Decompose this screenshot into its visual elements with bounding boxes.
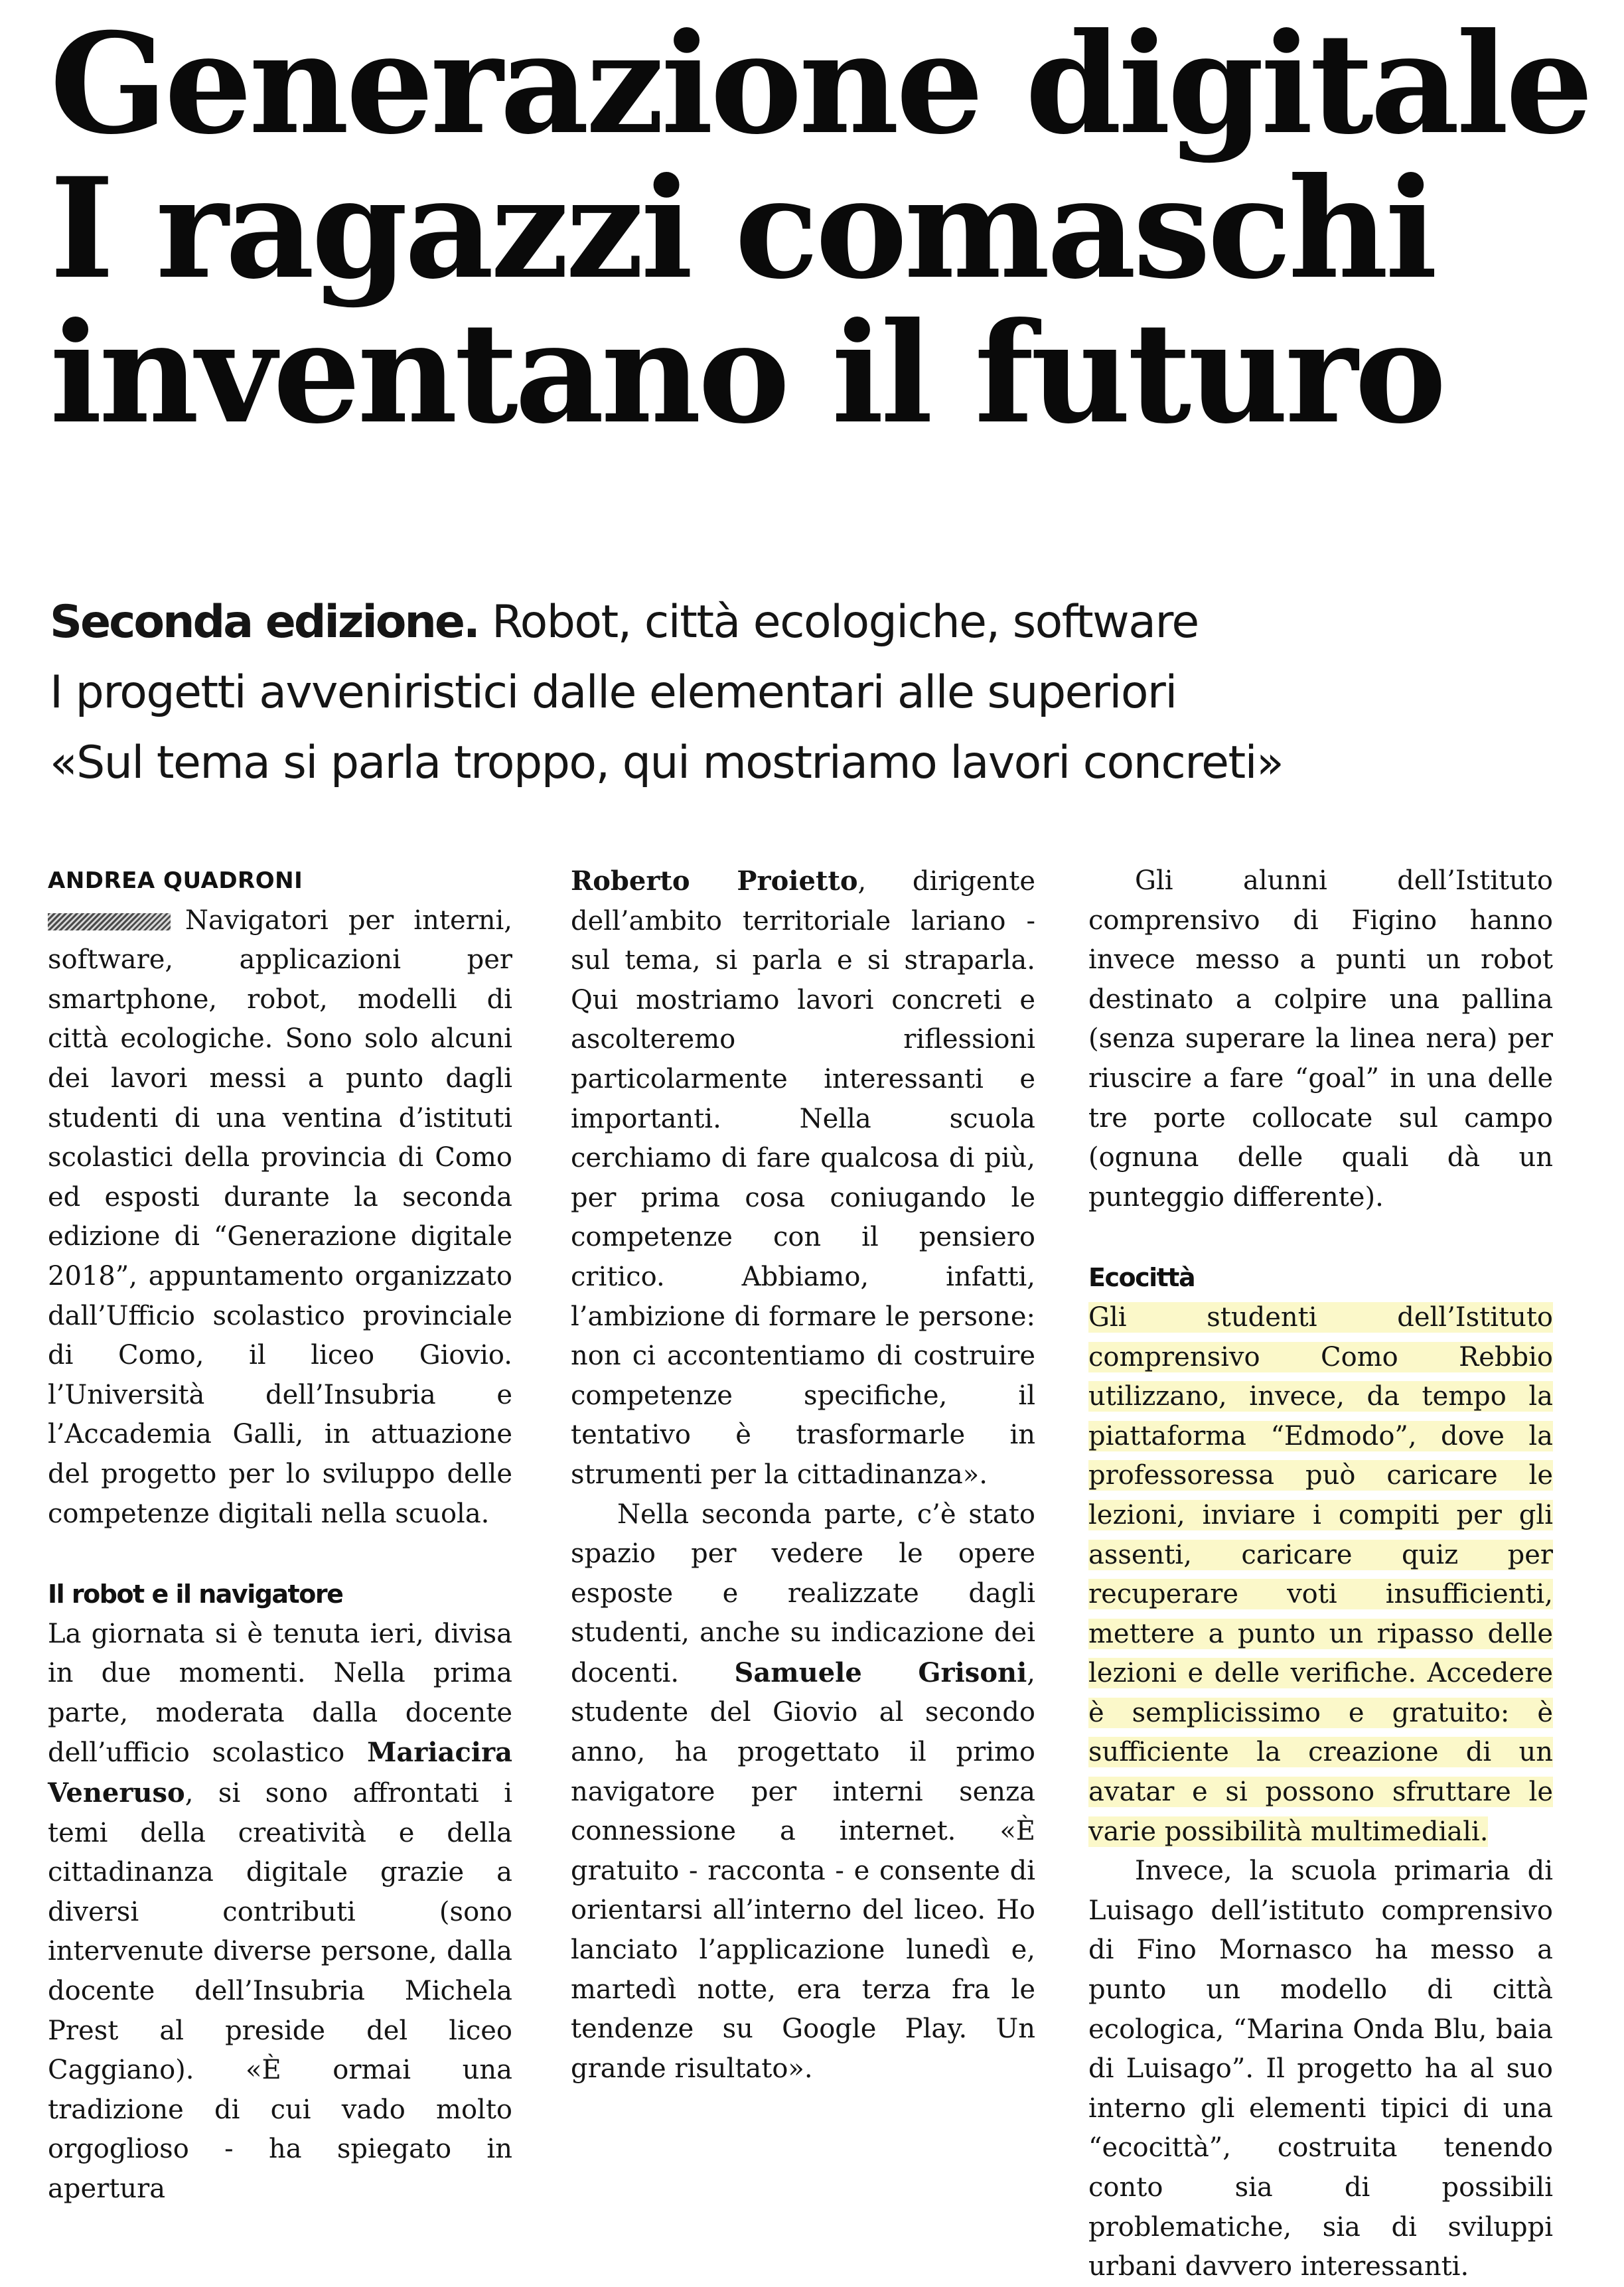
subheadline	[50, 587, 1576, 798]
headline-line-2: I ragazzi comaschi	[50, 148, 1435, 310]
paragraph-quote-cont	[571, 861, 1035, 1495]
headline	[50, 3, 1590, 455]
subhead-line-3: «Sul tema si parla troppo, qui mostriamo lavori concreti»	[50, 737, 1284, 789]
paragraph-day-part-2	[571, 1495, 1035, 2089]
paragraph-text: La giornata si è tenuta ieri, divisa in due momenti. Nella prima parte, moderata dalla docente dell’ufficio scolastico	[48, 1618, 512, 1769]
paragraph-intro	[48, 901, 512, 1534]
paragraph-text: , dirigente dell’ambito territoriale lariano - sul tema, si parla e si straparla. Qui mostriamo lavori concreti e ascolteremo riflessioni particolarmente interessanti e importanti. Nella scuola cerchiamo di fare qualcosa di più, per prima cosa coniugando le competenze con il pensiero critico. Abbiamo, infatti, l’ambizione di formare le persone: non ci accontentiamo di costruire competenze specifiche, il tentativo è trasformarle in strumenti per la cittadinanza».	[571, 866, 1036, 1490]
paragraph-intro-text: Navigatori per interni, software, applicazioni per smartphone, robot, modelli di città ecologiche. Sono solo alcuni dei lavori messi a punto dagli studenti di una ventina d’istituti scolastici della provincia di Como ed esposti durante la seconda edizione di “Generazione digitale 2018”, appuntamento organizzato dall’Ufficio scolastico provinciale di Como, il liceo Giovio. l’Università dell’Insubria e l’Accademia Galli, in attuazione del progetto per lo sviluppo delle competenze digitali nella scuola.	[48, 905, 512, 1529]
paragraph-day-part-1	[48, 1615, 512, 2209]
paragraph-text: Nella seconda parte, c’è stato spazio per vedere le opere esposte e realizzate dagli studenti, anche su indicazione dei docenti.	[571, 1499, 1035, 1688]
highlighted-text: Gli studenti dell’Istituto comprensivo Como Rebbio utilizzano, invece, da tempo la piattaforma “Edmodo”, dove la professoressa può caricare le lezioni, inviare i compiti per gli assenti, caricare quiz per recuperare voti insufficienti, mettere a punto un ripasso delle lezioni e delle verifiche. Accedere è semplicissimo e gratuito: è sufficiente la creazione di un avatar e si possono sfruttare le varie possibilità multimediali.	[1088, 1301, 1553, 1847]
headline-line-3: inventano il futuro	[50, 293, 1443, 455]
paragraph-rebbio	[1088, 1298, 1553, 1852]
subhead-line-2: I progetti avveniristici dalle elementari alle superiori	[50, 666, 1177, 719]
paragraph-text: , studente del Giovio al secondo anno, ha progettato il primo navigatore per interni senza connessione a internet. «È gratuito - racconta - e consente di orientarsi all’interno del liceo. Ho lanciato l’applicazione lunedì e, martedì notte, era terza fra le tendenze su Google Play. Un grande risultato».	[571, 1657, 1035, 2084]
person-name: Samuele Grisoni	[734, 1657, 1027, 1688]
subhead-line-1-text: Robot, città ecologiche, software	[478, 596, 1199, 648]
subhead-kicker: Seconda edizione.	[50, 596, 479, 648]
byline-rule-graphic	[48, 913, 171, 930]
headline-line-1: Generazione digitale	[50, 3, 1590, 165]
article-column-1	[48, 861, 512, 2209]
paragraph-luisago: Invece, la scuola primaria di Luisago dell’istituto comprensivo di Fino Mornasco ha messo a punto un modello di città ecologica, “Marina Onda Blu, baia di Luisago”. Il progetto ha al suo interno gli elementi tipici di una “ecocittà”, costruita tenendo conto sia di possibili problematiche, sia di sviluppi urbani davvero interessanti.	[1088, 1856, 1553, 2282]
person-name: Roberto Proietto	[571, 865, 858, 897]
article-column-2	[571, 861, 1035, 2089]
section-title-ecocitta: Ecocittà	[1088, 1263, 1195, 1293]
subhead-line-1	[50, 587, 1576, 658]
byline: ANDREA QUADRONI	[48, 867, 303, 894]
article-column-3	[1088, 861, 1553, 2287]
section-title-robot: Il robot e il navigatore	[48, 1580, 343, 1609]
person-name: Mariacira Veneruso	[48, 1737, 512, 1809]
paragraph-figino: Gli alunni dell’Istituto comprensivo di Figino hanno invece messo a punti un robot destinato a colpire una pallina (senza superare la linea nera) per riuscire a fare “goal” in una delle tre porte collocate sul campo (ognuna delle quali dà un punteggio differente).	[1088, 865, 1553, 1213]
paragraph-text: , si sono affrontati i temi della creatività e della cittadinanza digitale grazie a diversi contributi (sono intervenute diverse persone, dalla docente dell’Insubria Michela Prest al preside del liceo Caggiano). «È ormai una tradizione di cui vado molto orgoglioso - ha spiegato in apertura	[48, 1778, 512, 2204]
